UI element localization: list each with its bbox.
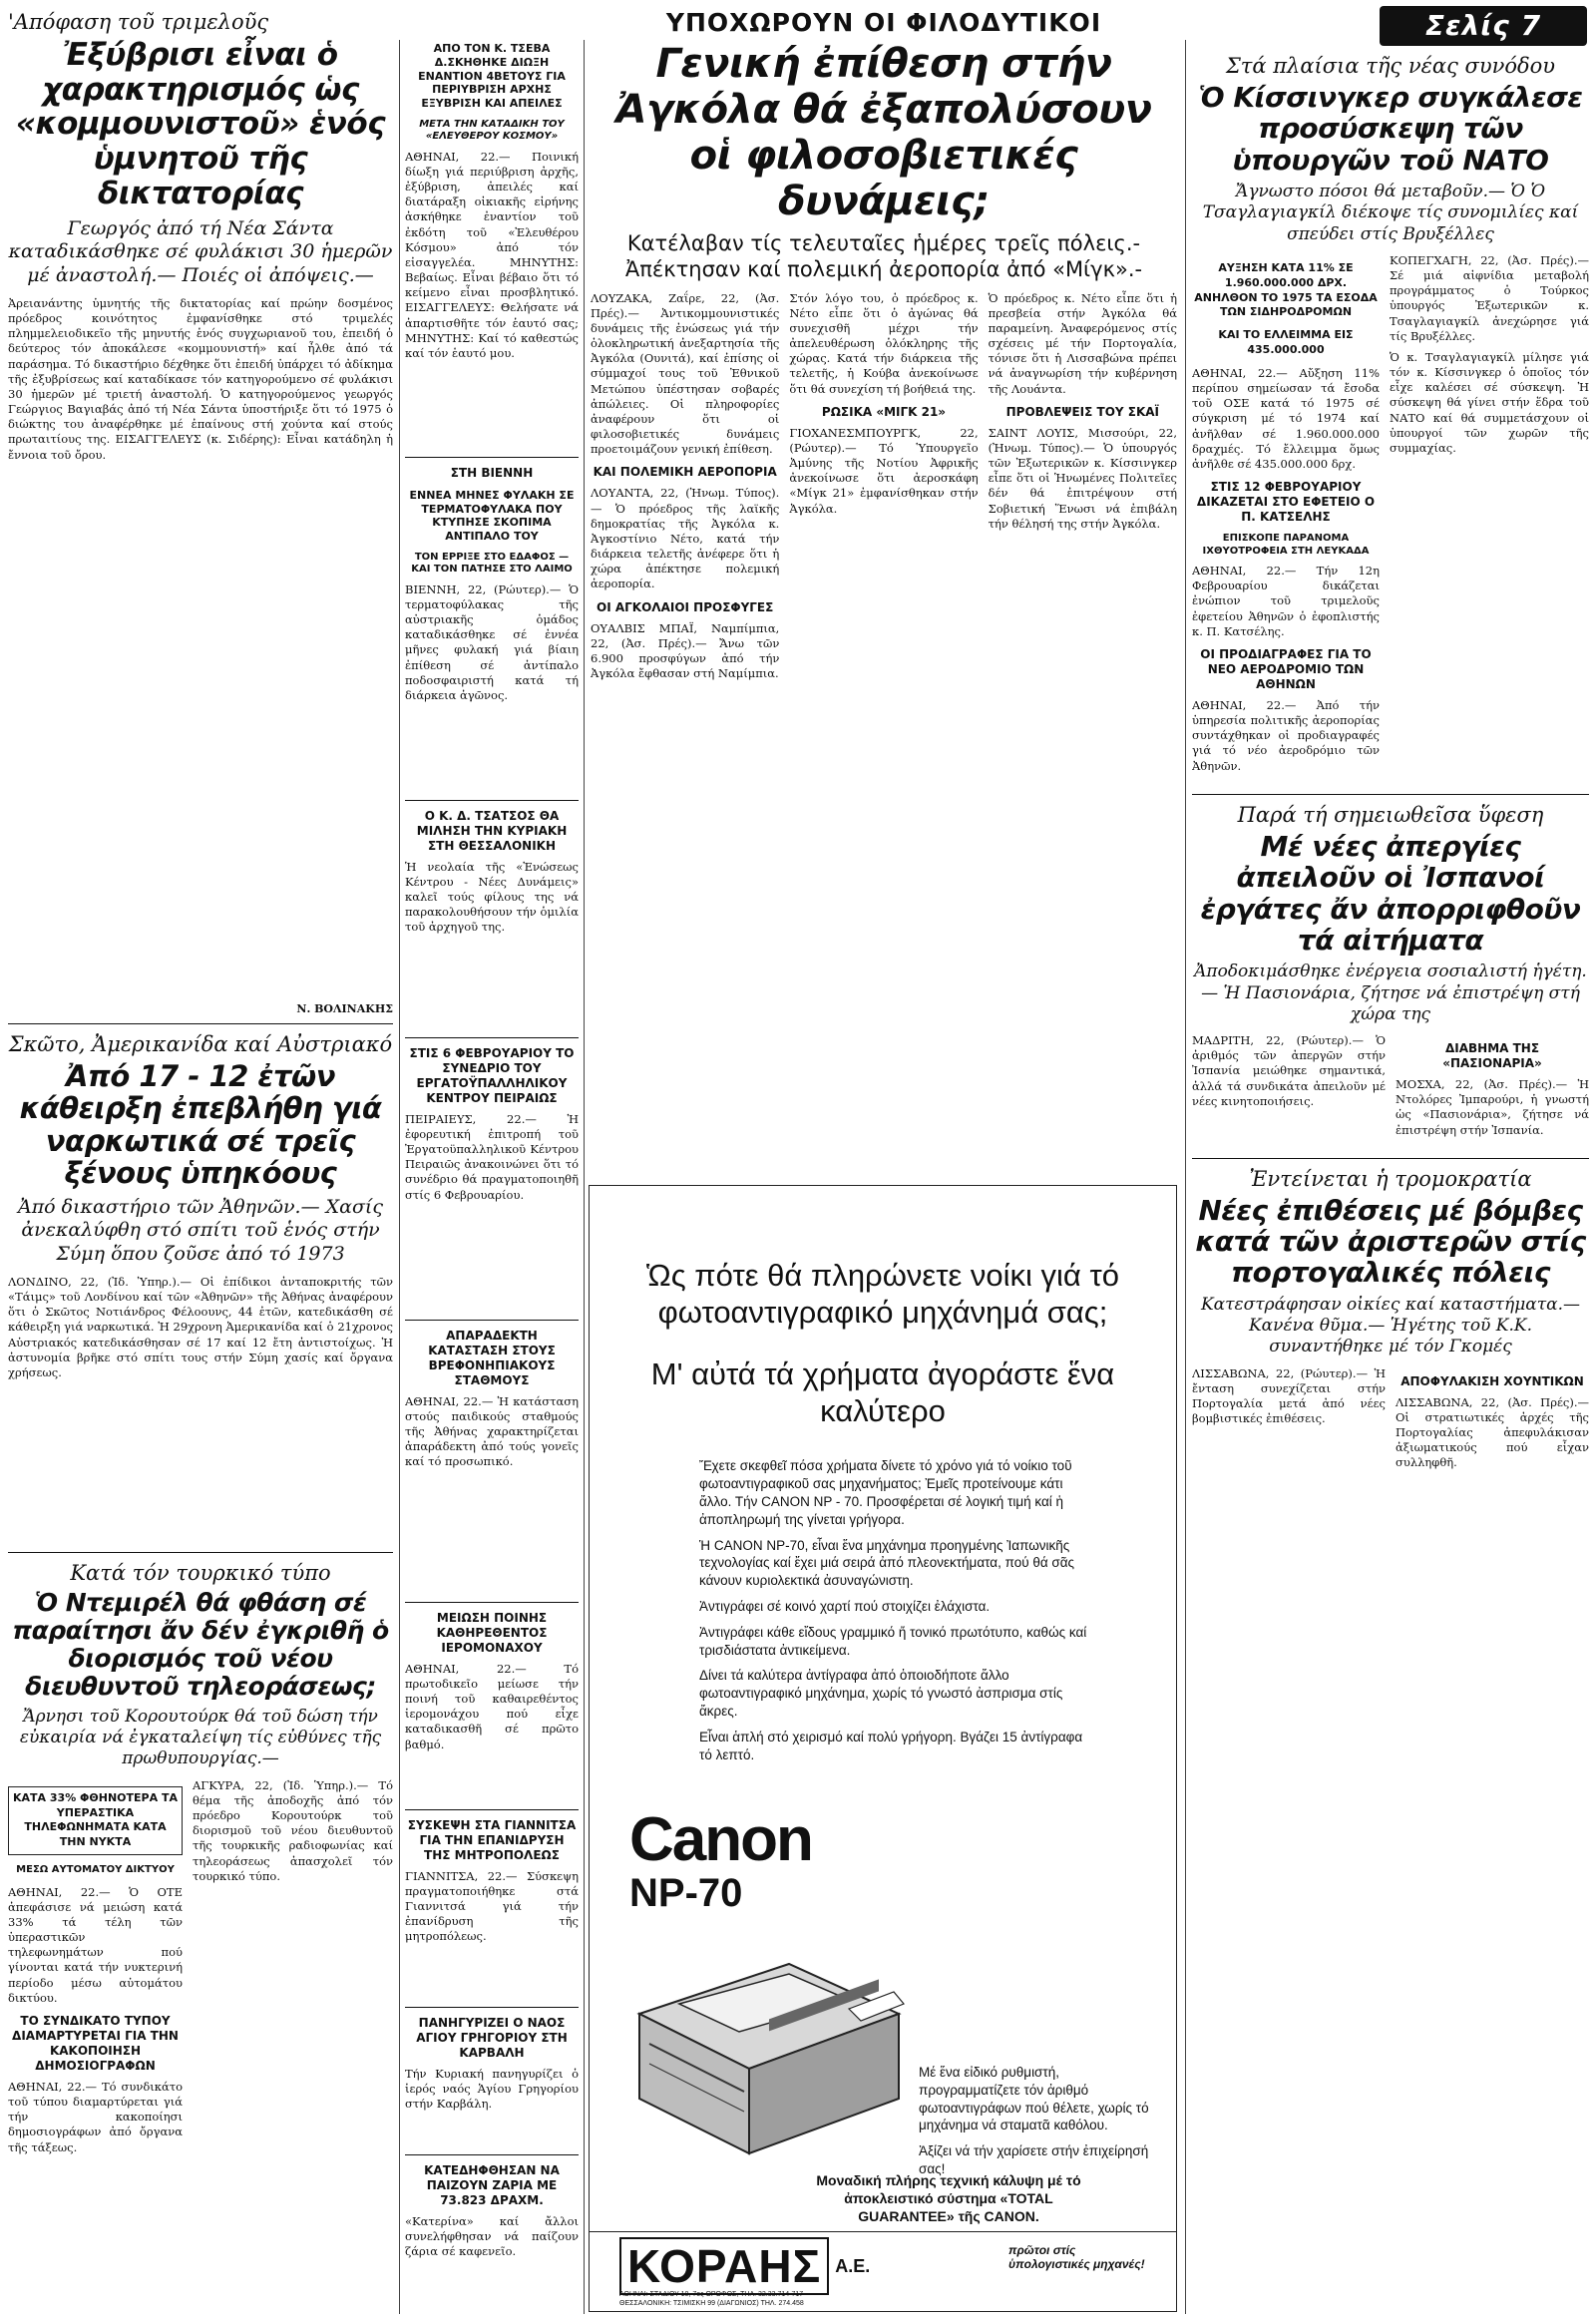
column-rule <box>584 40 585 2314</box>
briefs-column <box>405 6 579 2314</box>
article-body: ΛΟΝΔΙΝΟ, 22, (Ἰδ. Ὑπηρ.).— Οἱ ἐπίδικοι ἀνταποκριτής τῶν «Τάιμς» τοῦ Λονδίνου καί τῶν «Ἀθηνῶν» τῆς Ἀθήνας ἀναφέρουν ὅτι ὁ Σκῶτος Νοτιάνδρος Φέλοουνς, 44 ἐτῶν, κατεδικάσθη σέ κάθειρξη γιά ναρκωτικά. Ἡ 29χρονη Ἀμερικανίδα καί ὁ 21χρονος Αὐστριακός κατεδικάσθησαν σέ 17 καί 12 ἔτη ἀντιστοίχως. Ἡ ἀστυνομία βρῆκε στό σπίτι τους στήν Σύμη χασίς καί ὄργανα χρήσεως. <box>8 1274 393 1379</box>
news-brief-subhead: ΜΕΣΩ ΑΥΤΟΜΑΤΟΥ ΔΙΚΤΥΟΥ <box>16 1864 175 1876</box>
news-brief-body: ΑΘΗΝΑΙ, 22.— Τό πρωτοδικεῖο μείωσε τήν ποινή τοῦ καθαιρεθέντος ἱερομονάχου πού εἶχε καταδικασθῆ σέ πρῶτο βαθμό. <box>405 1661 579 1751</box>
lead-story <box>591 6 1177 1179</box>
article-body: ΑΓΚΥΡΑ, 22, (Ἰδ. Ὑπηρ.).— Τό θέμα τῆς ἀποδοχῆς ἀπό τόν πρόεδρο Κορουτούρκ τοῦ διορισμοῦ τοῦ νέου διευθυντοῦ τῆς τουρκικῆς ραδιοφωνίας καί τηλεοράσεως ἀπασχολεῖ τόν τουρκικό τύπο. <box>193 1777 393 1883</box>
ad-headline: Ὡς πότε θά πληρώνετε νοίκι γιά τό φωτοαντιγραφικό μηχάνημά σας; <box>646 1258 1119 1330</box>
ad-feature: Δίνει τά καλύτερα ἀντίγραφα ἀπό ὁποιοδήποτε ἄλλο φωτοαντιγραφικό μηχάνημα, χωρίς τό γνωστό ἀσπρισμα στίς ἄκρες. <box>699 1668 1063 1720</box>
article-body: ΛΙΣΣΑΒΩΝΑ, 22, (Ρώυτερ).— Ἡ ἔνταση συνεχίζεται στήν Πορτογαλία μετά ἀπό νέες βομβιστικές ἐπιθέσεις. <box>1192 1365 1386 1426</box>
lead-body: ΛΟΥΖΑΚΑ, Ζαΐρε, 22, (Ἀσ. Πρές).— Ἀντικομμουνιστικές δυνάμεις τῆς ἐνώσεως γιά τήν ὁλοκληρωτική ἀνεξαρτησία τῆς Ἀγκόλα (Ουνιτά), καί ἐπίσης οἱ σύμμαχοί τους τοῦ Ἐθνικοῦ Μετώπου ὑπέστησαν σοβαρές ἀπώλειες. Οἱ πληροφορίες ἀναφέρουν ὅτι οἱ φιλοσοβιετικές δυνάμεις προετοιμάζουν γενική ἐπίθεση. <box>591 290 780 457</box>
news-brief-headline: ΣΤΙΣ 12 ΦΕΒΡΟΥΑΡΙΟΥ ΔΙΚΑΖΕΤΑΙ ΣΤΟ ΕΦΕΤΕΙΟ Ο Π. ΚΑΤΣΕΛΗΣ <box>1196 480 1376 525</box>
canon-advertisement <box>589 1185 1177 2312</box>
lead-headline: Γενική ἐπίθεση στήν Ἀγκόλα θά ἐξαπολύσουν οἱ φιλοσοβιετικές δυνάμεις; <box>615 41 1152 224</box>
news-brief-body: «Κατερίνα» καί ἄλλοι συνελήφθησαν νά παίζουν ζάρια σέ καφενεῖο. <box>405 2213 579 2259</box>
article-deck: Ἄγνωστο πόσοι θά μεταβοῦν.— Ὁ Ὁ Τσαγλαγιαγκίλ διέκοψε τίς συνομιλίες καί σπεύδει στίς Βρυξέλλες <box>1202 182 1579 244</box>
article-deck: Κατεστράφησαν οἰκίες καί καταστήματα.— Κανένα θῦμα.— Ἡγέτης τοῦ Κ.Κ. συναντήθηκε μέ τόν Γκομές <box>1200 1294 1581 1357</box>
news-brief-headline: ΔΙΑΒΗΜΑ ΤΗΣ «ΠΑΣΙΟΝΑΡΙΑ» <box>1442 1041 1542 1070</box>
ad-intro: Ἔχετε σκεφθεῖ πόσα χρήματα δίνετε τό χρόνο γιά τό νοίκιο τοῦ φωτοαντιγραφικοῦ σας μηχανήματος; Ἐμεῖς προτείνουμε κάτι ἄλλο. Τήν CANON NP - 70. Προσφέρεται σέ λογική τιμή καί ἡ ἀποπληρωμή της γίνεται γρήγορα. <box>699 1458 1072 1527</box>
news-brief-headline: Ο Κ. Δ. ΤΣΑΤΣΟΣ ΘΑ ΜΙΛΗΣΗ ΤΗΝ ΚΥΡΙΑΚΗ ΣΤΗ ΘΕΣΣΑΛΟΝΙΚΗ <box>416 808 568 853</box>
article-headline: Ἀπό 17 - 12 ἐτῶν κάθειρξη ἐπεβλήθη γιά ναρκωτικά σέ τρεῖς ξένους ὑπηκόους <box>19 1058 382 1191</box>
ad-feature: Μέ ἕνα εἰδικό ρυθμιστή, προγραμματίζετε τόν ἀριθμό φωτοαντιγράφων πού θέλετε, χωρίς τό μηχάνημα νά σταματᾶ καθόλου. <box>919 2065 1149 2133</box>
news-brief-headline: ΤΟ ΣΥΝΔΙΚΑΤΟ ΤΥΠΟΥ ΔΙΑΜΑΡΤΥΡΕΤΑΙ ΓΙΑ ΤΗΝ ΚΑΚΟΠΟΙΗΣΗ ΔΗΜΟΣΙΟΓΡΑΦΩΝ <box>12 2013 179 2073</box>
article-kicker: Παρά τή σημειωθεῖσα ὕφεση <box>1237 802 1544 827</box>
news-brief-headline: ΑΠΟ ΤΟΝ Κ. ΤΣΕΒΑ Δ.ΣΚΗΘΗΚΕ ΔΙΩΞΗ ΕΝΑΝΤΙΟΝ 4ΒΕΤΟΥΣ ΓΙΑ ΠΕΡΙΥΒΡΙΣΗ ΑΡΧΗΣ ΕΞΥΒΡΙΣΗ ΚΑΙ ΑΠΕΙΛΕΣ <box>418 42 566 110</box>
news-brief-subhead: ΤΟΝ ΕΡΡΙΞΕ ΣΤΟ ΕΔΑΦΟΣ — ΚΑΙ ΤΟΝ ΠΑΤΗΣΕ ΣΤΟ ΛΑΙΜΟ <box>411 551 573 576</box>
byline: Ν. ΒΟΛΙΝΑΚΗΣ <box>296 1001 393 1015</box>
lead-subhead: ΠΡΟΒΛΕΨΕΙΣ ΤΟΥ ΣΚΑΪ <box>1005 404 1160 419</box>
canon-logo: Canon NP-70 <box>629 1805 812 1915</box>
news-brief-headline: ΣΥΣΚΕΨΗ ΣΤΑ ΓΙΑΝΝΙΤΣΑ ΓΙΑ ΤΗΝ ΕΠΑΝΙΔΡΥΣΗ ΤΗΣ ΜΗΤΡΟΠΟΛΕΩΣ <box>407 1817 577 1862</box>
article-kicker: Σκῶτο, Ἀμερικανίδα καί Αὐστριακό <box>8 1031 393 1056</box>
article-headline: Ἐξύβρισι εἶναι ὁ χαρακτηρισμός ὡς «κομμουνιστοῦ» ἑνός ὑμνητοῦ τῆς δικτατορίας <box>15 37 386 211</box>
news-brief-body: ΑΘΗΝΑΙ, 22.— Ἀπό τήν ὑπηρεσία πολιτικῆς ἀεροπορίας συντάχθηκαν οἱ προδιαγραφές γιά τό νέο ἀεροδρόμιο τῶν Ἀθηνῶν. <box>1192 697 1380 773</box>
ad-feature: Ἀντιγράφει κάθε εἴδους γραμμικό ἤ τονικό πρωτότυπο, καθώς καί τρισδιάστατα ἀντικείμενα. <box>699 1624 1087 1658</box>
news-brief-body: ΓΙΑΝΝΙΤΣΑ, 22.— Σύσκεψη πραγματοποιήθηκε στά Γιαννιτσά γιά τήν ἐπανίδρυση τῆς μητροπόλεως. <box>405 1868 579 1944</box>
news-brief-headline: ΜΕΙΩΣΗ ΠΟΙΝΗΣ ΚΑΘΗΡΕΘΕΝΤΟΣ ΙΕΡΟΜΟΝΑΧΟΥ <box>436 1610 548 1655</box>
news-brief-body: Τήν Κυριακή πανηγυρίζει ὁ ἱερός ναός Ἁγίου Γρηγορίου στήν Καρβάλη. <box>405 2066 579 2112</box>
news-brief-headline: ΟΙ ΠΡΟΔΙΑΓΡΑΦΕΣ ΓΙΑ ΤΟ ΝΕΟ ΑΕΡΟΔΡΟΜΙΟ ΤΩΝ ΑΘΗΝΩΝ <box>1200 646 1372 691</box>
news-brief-headline: ΠΑΝΗΓΥΡΙΖΕΙ Ο ΝΑΟΣ ΑΓΙΟΥ ΓΡΗΓΟΡΙΟΥ ΣΤΗ ΚΑΡΒΑΛΗ <box>416 2015 568 2060</box>
page-number-badge: Σελίς 7 <box>1380 6 1587 46</box>
news-brief-headline: ΣΤΙΣ 6 ΦΕΒΡΟΥΑΡΙΟΥ ΤΟ ΣΥΝΕΔΡΙΟ ΤΟΥ ΕΡΓΑΤΟΫΠΑΛΛΗΛΙΚΟΥ ΚΕΝΤΡΟΥ ΠΕΙΡΑΙΩΣ <box>409 1045 575 1105</box>
news-brief-subhead: ΕΠΙΣΚΟΠΕ ΠΑΡΑΝΟΜΑ ΙΧΘΥΟΤΡΟΦΕΙΑ ΣΤΗ ΛΕΥΚΑΔΑ <box>1202 533 1370 557</box>
news-brief-body: ΑΘΗΝΑΙ, 22.— Ἡ κατάσταση στούς παιδικούς σταθμούς τῆς Ἀθήνας χαρακτηρίζεται ἀπαράδεκτη ἀπό τούς γονεῖς καί τό προσωπικό. <box>405 1393 579 1469</box>
lead-body: Ὁ πρόεδρος κ. Νέτο εἶπε ὅτι ἡ πρεσβεία στήν Ἀγκόλα θά παραμείνη. Ἀναφερόμενος στίς σχέσεις μέ τήν Πορτογαλία, τόνισε ὅτι ἡ Λισσαβώνα πρέπει νά ἀναγνωρίση τήν κυβέρνηση τῆς Λουάντα. <box>988 290 1177 396</box>
lead-body: ΛΟΥΑΝΤΑ, 22, (Ἠνωμ. Τύπος).— Ὁ πρόεδρος τῆς λαϊκῆς δημοκρατίας τῆς Ἀγκόλα κ. Ἀγκοστίνιο Νέτο, κατά τήν διάρκεια τελετῆς ἀνέφερε ὅτι ἡ χώρα ἀπέκτησε πολεμική ἀεροπορία. <box>591 486 780 591</box>
lead-subhead: ΚΑΙ ΠΟΛΕΜΙΚΗ ΑΕΡΟΠΟΡΙΑ <box>593 465 777 480</box>
article-body: ΚΟΠΕΓΧΑΓΗ, 22, (Ἀσ. Πρές).— Σέ μιά αἰφνίδια μεταβολή προγράμματος ὁ Τούρκος ὑπουργός Ἐξωτερικῶν κ. Τσαγλαγιαγκίλ ἀνεχώρησε γιά τίς Βρυξέλλες. <box>1390 252 1589 343</box>
news-brief-headline: ΑΠΟΦΥΛΑΚΙΣΗ ΧΟΥΝΤΙΚΩΝ <box>1400 1373 1584 1388</box>
dealer-tagline: πρῶτοι στίς ὑπολογιστικές μηχανές! <box>1008 2243 1145 2272</box>
news-brief-body: ΜΟΣΧΑ, 22, (Ἀσ. Πρές).— Ἡ Ντολόρες Ἰμπαρούρι, ἡ γνωστή ὡς «Πασιονάρια», ζήτησε νά ἐπιστρέψη στήν Ἰσπανία. <box>1396 1077 1589 1137</box>
article-headline: Ὁ Κίσσινγκερ συγκάλεσε προσύσκεψη τῶν ὑπουργῶν τοῦ ΝΑΤΟ <box>1198 81 1583 177</box>
ad-feature: Ἀξίζει νά τήν χαρίσετε στήν ἐπιχείρησή σας! <box>919 2143 1149 2177</box>
news-brief-body: ΠΕΙΡΑΙΕΥΣ, 22.— Ἡ ἐφορευτική ἐπιτροπή τοῦ Ἐργατοϋπαλληλικοῦ Κέντρου Πειραιῶς ἀνακοινώνει ὅτι τό συνέδριο θά πραγματοποιηθῆ στίς 6 Φεβρουαρίου. <box>405 1111 579 1202</box>
news-brief-kicker: ΣΤΗ ΒΙΕΝΝΗ <box>450 465 534 480</box>
lead-kicker: ΥΠΟΧΩΡΟΥΝ ΟΙ ΦΙΛΟΔΥΤΙΚΟΙ <box>665 8 1102 37</box>
ad-feature: Ἡ CANON NP-70, εἶναι ἕνα μηχάνημα προηγμένης Ἰαπωνικῆς τεχνολογίας καί ἔχει μιά σειρά ἀπό πλεονεκτήματα, πού θά σᾶς κάνουν κυριολεκτικά ἀσυναγώνιστη. <box>699 1537 1075 1589</box>
right-column <box>1192 50 1589 2314</box>
column-rule <box>399 40 400 2314</box>
ad-feature: Εἶναι ἁπλή στό χειρισμό καί πολύ γρήγορη. Βγάζει 15 ἀντίγραφα τό λεπτό. <box>699 1729 1083 1762</box>
news-brief-headline: ΕΝΝΕΑ ΜΗΝΕΣ ΦΥΛΑΚΗ ΣΕ ΤΕΡΜΑΤΟΦΥΛΑΚΑ ΠΟΥ ΚΤΥΠΗΣΕ ΣΚΟΠΙΜΑ ΑΝΤΙΠΑΛΟ ΤΟΥ <box>409 488 575 543</box>
article-kicker: 'Απόφαση τοῦ τριμελοῦς <box>8 10 269 34</box>
article-deck: Ἀποδοκιμάσθηκε ἐνέργεια σοσιαλιστή ἡγέτη.— Ἡ Πασιονάρια, ζήτησε νά ἐπιστρέψη στή χώρα της <box>1194 962 1587 1024</box>
dealer-address: ΑΘΗΝΑΙ: ΣΤΑΔΙΟΥ 10, 7ος ΟΡΟΦΟΣ, ΤΗΛ. 32.33.714-717 ΘΕΣΣΑΛΟΝΙΚΗ: ΤΣΙΜΙΣΚΗ 99 (ΔΙΑΓΩΝΙΟΣ) ΤΗΛ. 274.458 <box>619 2291 804 2307</box>
news-brief-body: ΑΘΗΝΑΙ, 22.— Τό συνδικάτο τοῦ τύπου διαμαρτύρεται γιά τήν κακοποίησι δημοσιογράφων ἀπό ὄργανα τῆς τάξεως. <box>8 2079 183 2154</box>
column-rule <box>1185 40 1186 2314</box>
news-brief-body: ΛΙΣΣΑΒΩΝΑ, 22, (Ἀσ. Πρές).— Οἱ στρατιωτικές ἀρχές τῆς Πορτογαλίας ἀπεφυλάκισαν ἀξιωματικούς πού εἶχαν συλληφθῆ. <box>1396 1394 1589 1470</box>
article-kicker: Στά πλαίσια τῆς νέας συνόδου <box>1225 54 1556 78</box>
article-deck: Ἀπό δικαστήριο τῶν Ἀθηνῶν.— Χασίς ἀνεκαλύφθη στό σπίτι τοῦ ἑνός στήν Σύμη ὅπου ζοῦσε ἀπό τό 1973 <box>17 1195 384 1266</box>
news-brief-subhead: ΚΑΙ ΤΟ ΕΛΛΕΙΜΜΑ ΕΙΣ 435.000.000 <box>1218 328 1354 357</box>
article-headline: Ὁ Ντεμιρέλ θά φθάση σέ παραίτησι ἄν δέν ἐγκριθῆ ὁ διορισμός τοῦ νέου διευθυντοῦ τηλεοράσεως; <box>12 1587 389 1701</box>
lead-body: ΟΥΑΛΒΙΣ ΜΠΑΪ, Ναμπίμπια, 22, (Ἀσ. Πρές).— Ἄνω τῶν 6.900 προσφύγων ἀπό τήν Ἀγκόλα ἔφθασαν στή Ναμίμπια. <box>591 620 780 681</box>
news-brief-body: ΑΘΗΝΑΙ, 22.— Ὁ ΟΤΕ ἀπεφάσισε νά μειώση κατά 33% τά τέλη τῶν ὑπεραστικῶν τηλεφωνημάτων πού γίνονται κατά τήν νυκτερινή περίοδο μέσω αὐτομάτου δικτύου. <box>8 1884 183 2005</box>
article-deck: Ἄρνησι τοῦ Κορουτούρκ θά τοῦ δώση τήν εὐκαιρία νά ἐγκαταλείψη τίς εὐθύνες τῆς πρωθυπουργίας.— <box>19 1706 382 1769</box>
news-brief-subhead: ΜΕΤΑ ΤΗΝ ΚΑΤΑΔΙΚΗ ΤΟΥ «ΕΛΕΥΘΕΡΟΥ ΚΟΣΜΟΥ» <box>419 118 565 143</box>
article-kicker: Ἐντείνεται ἡ τρομοκρατία <box>1249 1166 1532 1191</box>
news-brief-body: Ἡ νεολαία τῆς «Ἑνώσεως Κέντρου - Νέες Δυνάμεις» καλεῖ τούς φίλους της νά παρακολουθήσουν τήν ὁμιλία τοῦ ἀρχηγοῦ της. <box>405 859 579 935</box>
news-brief-headline: ΚΑΤΑ 33% ΦΘΗΝΟΤΕΡΑ ΤΑ ΥΠΕΡΑΣΤΙΚΑ ΤΗΛΕΦΩΝΗΜΑΤΑ ΚΑΤΑ ΤΗΝ ΝΥΚΤΑ <box>8 1786 183 1855</box>
ad-headline: Μ' αὐτά τά χρήματα ἀγοράστε ἕνα καλύτερο <box>650 1356 1115 1428</box>
lead-subhead: ΟΙ ΑΓΚΟΛΑΙΟΙ ΠΡΟΣΦΥΓΕΣ <box>597 599 774 614</box>
article-body: Ἀρειανάντης ὑμνητής τῆς δικτατορίας καί πρώην δοσμένος πρόεδρος κοινότητος ἐμφανίσθηκε στό τριμελές πλημμελειοδικεῖο τῆς μηνυτής ἑνός συγχωριανοῦ του, ἐπειδή ὁ δεύτερος τόν ἀποκάλεσε «κομμουνιστή» καί ἦλθε ἀπό τά παράσημα. Τό δικαστήριο δέχθηκε ὅτι ἐπειδή ὑπάρχει τό ἀδίκημα τῆς ἐξυβρίσεως καί καταδίκασε τόν κατηγορούμενο σέ φυλάκισι 30 ἡμερῶν μέ τριετή ἀναστολή. Ὁ κατηγορούμενος γεωργός Γεώργιος Βαγιαβάς ἀπό τή Νέα Σάντα ὑποστήριξε ὅτι τό 1975 ὁ διώκτης του ἀναφέρθηκε μέ ἐπαίνους στή χούντα καί στούς πρωταιτίους της. ΕΙΣΑΓΓΕΛΕΥΣ (κ. Σιδέρης): Εἶναι κατάδηλη ἡ ἔννοια τοῦ ὄρου. <box>8 295 393 462</box>
ad-feature: Ἀντιγράφει σέ κοινό χαρτί πού στοιχίζει ἐλάχιστα. <box>699 1599 991 1614</box>
news-brief-body: ΑΘΗΝΑΙ, 22.— Ποινική δίωξη γιά περιύβριση ἀρχῆς, ἐξύβριση, ἀπειλές καί διατάραξη οἰκιακῆς εἰρήνης ἀσκήθηκε ἐναντίον τοῦ ἐκδότη τοῦ «Ἐλευθέρου Κόσμου» ἀπό τόν εἰσαγγελέα. ΜΗΝΥΤΗΣ: Βεβαίως. Εἶναι βέβαιο ὅτι τό κείμενο εἶναι προσβλητικό. ΕΙΣΑΓΓΕΛΕΥΣ: Θελήσατε νά ἀπαρτισθῆτε τόν ἑαυτό σας; ΜΗΝΥΤΗΣ: Καί τό καθεστώς καί τόν ἑαυτό μου. <box>405 149 579 360</box>
article-headline: Νέες ἐπιθέσεις μέ βόμβες κατά τῶν ἀριστερῶν στίς πορτογαλικές πόλεις <box>1195 1193 1586 1290</box>
lead-subhead: ΡΩΣΙΚΑ «ΜΙΓΚ 21» <box>821 404 947 419</box>
news-brief-headline: ΚΑΤΕΔΗΦΘΗΣΑΝ ΝΑ ΠΑΙΖΟΥΝ ΖΑΡΙΑ ΜΕ 73.823 ΔΡΑΧΜ. <box>424 2162 560 2207</box>
left-column <box>8 6 393 2314</box>
article-body: ΜΑΔΡΙΤΗ, 22, (Ρώυτερ).— Ὁ ἀριθμός τῶν ἀπεργῶν στήν Ἰσπανία μειώθηκε σημαντικά, ἀλλά τά συνδικάτα ἀπειλοῦν μέ νέες κινητοποιήσεις. <box>1192 1033 1386 1108</box>
lead-body: Στόν λόγο του, ὁ πρόεδρος κ. Νέτο εἶπε ὅτι ὁ ἀγώνας θά συνεχισθῆ μέχρι τήν ἀπελευθέρωση ὁλόκληρης τῆς χώρας. Κατά τήν διάρκεια τῆς τελετῆς, ἡ Κούβα ἀνεκοίνωσε ὅτι θά συνεχίση τή βοήθειά της. <box>789 290 979 396</box>
article-deck: Γεωργός ἀπό τή Νέα Σάντα καταδικάσθηκε σέ φυλάκισι 30 ἡμερῶν μέ ἀναστολή.— Ποιές οἱ ἀπόψεις.— <box>8 216 393 287</box>
news-brief-headline: ΑΠΑΡΑΔΕΚΤΗ ΚΑΤΑΣΤΑΣΗ ΣΤΟΥΣ ΒΡΕΦΟΝΗΠΙΑΚΟΥΣ ΣΤΑΘΜΟΥΣ <box>428 1328 556 1387</box>
copier-illustration <box>619 1904 909 2173</box>
news-brief-headline: ΑΥΞΗΣΗ ΚΑΤΑ 11% ΣΕ 1.960.000.000 ΔΡΧ. ΑΝΗΛΘΟΝ ΤΟ 1975 ΤΑ ΕΣΟΔΑ ΤΩΝ ΣΙΔΗΡΟΔΡΟΜΩΝ <box>1194 260 1378 319</box>
news-brief-body: ΒΙΕΝΝΗ, 22, (Ρώυτερ).— Ὁ τερματοφύλακας τῆς αὐστριακῆς ὁμάδος καταδικάσθηκε σέ ἐννέα μῆνες φυλακή γιά βίαιη ἐπίθεση σέ ἀντίπαλο ποδοσφαιριστή κατά τή διάρκεια ἀγῶνος. <box>405 581 579 702</box>
article-headline: Μέ νέες ἀπεργίες ἀπειλοῦν οἱ Ἰσπανοί ἐργάτες ἄν ἀπορριφθοῦν τά αἰτήματα <box>1200 829 1581 957</box>
article-kicker: Κατά τόν τουρκικό τύπο <box>70 1560 331 1585</box>
lead-body: ΣΑΙΝΤ ΛΟΥΙΣ, Μισσούρι, 22, (Ἠνωμ. Τύπος).— Ὁ ὑπουργός τῶν Ἐξωτερικῶν κ. Κίσσινγκερ εἶπε ὅτι οἱ Ἡνωμένες Πολιτεῖες δέν θά ἐπιτρέψουν στή Σοβιετική Ἕνωσι νά ἐπιβάλη τήν θέλησή της στήν Ἀγκόλα. <box>988 425 1177 531</box>
ad-features-list <box>699 1537 1096 1764</box>
dealer-logo: ΚΟΡΑΗΣ Α.Ε. <box>619 2237 870 2295</box>
news-brief-body: ΑΘΗΝΑΙ, 22.— Αὔξηση 11% περίπου σημείωσαν τά ἔσοδα τοῦ ΟΣΕ κατά τό 1975 σέ σύγκριση μέ τό 1974 καί ἀνῆλθαν σέ 1.960.000.000 δραχμές. Τό ἔλλειμμα ὅμως ἀνῆλθε σέ 435.000.000 δρχ. <box>1192 365 1380 471</box>
news-brief-body: ΑΘΗΝΑΙ, 22.— Τήν 12η Φεβρουαρίου δικάζεται ἐνώπιον τοῦ τριμελοῦς ἐφετείου Ἀθηνῶν ὁ ἐφοπλιστής κ. Π. Κατσέλης. <box>1192 564 1380 638</box>
article-body: Ὁ κ. Τσαγλαγιαγκίλ μίλησε γιά τόν κ. Κίσσινγκερ ὁ ὁποῖος τόν εἶχε καλέσει σέ σύσκεψη. Ἡ σύσκεψη θά γίνει στήν ἕδρα τοῦ ΝΑΤΟ καί θά συμμετάσχουν οἱ ὑπουργοί τῶν χωρῶν τῆς συμμαχίας. <box>1390 349 1589 455</box>
ad-guarantee: Μοναδική πλήρης τεχνική κάλυψη μέ τό ἀποκλειστικό σύστημα «TOTAL GUARANTEE» τῆς CANON. <box>816 2172 1081 2225</box>
lead-body: ΓΙΟΧΑΝΕΣΜΠΟΥΡΓΚ, 22, (Ρώυτερ).— Τό Ὑπουργεῖο Ἀμύνης τῆς Νοτίου Ἀφρικῆς ἀνεκοίνωσε ὅτι ἀεροσκάφη «Μίγκ 21» ἐμφανίσθηκαν στήν Ἀγκόλα. <box>789 425 979 516</box>
lead-deck: Κατέλαβαν τίς τελευταῖες ἡμέρες τρεῖς πόλεις.- Ἀπέκτησαν καί πολεμική ἀεροπορία ἀπό «Μίγκ».- <box>624 231 1143 282</box>
